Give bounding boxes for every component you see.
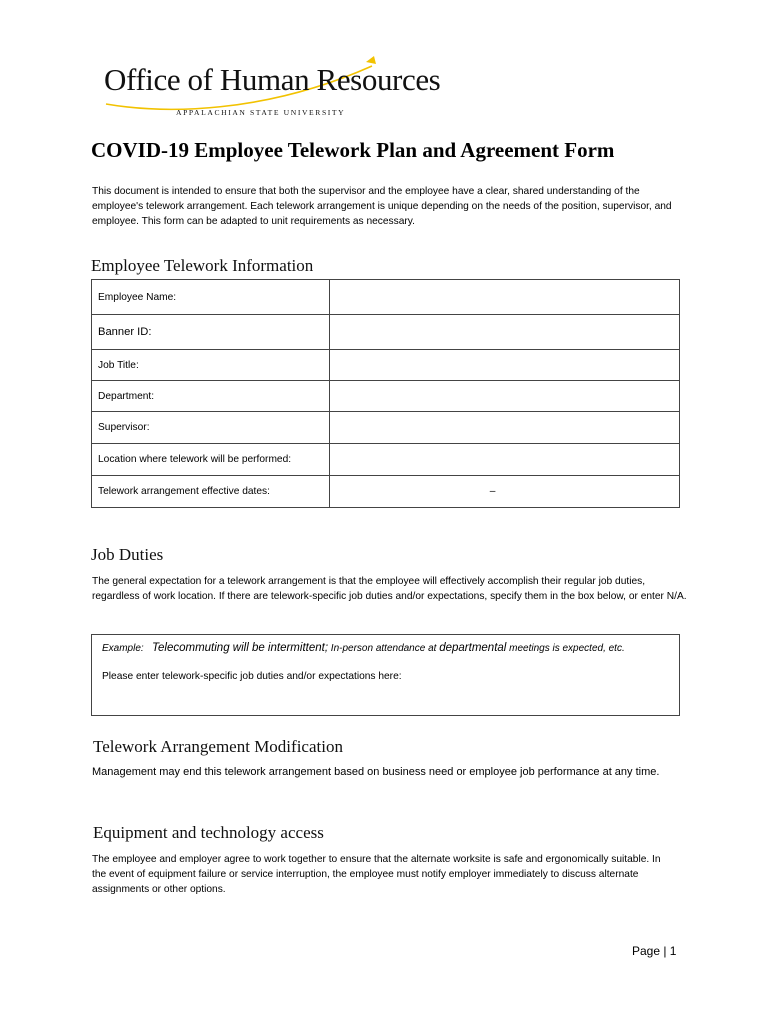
job-title-field[interactable]	[330, 350, 680, 381]
table-row	[92, 350, 680, 381]
row-label: Employee Name:	[92, 280, 330, 315]
banner-id-field[interactable]	[330, 315, 680, 350]
department-field[interactable]	[330, 381, 680, 412]
table-row	[92, 280, 680, 315]
row-label: Location where telework will be performed:	[92, 444, 330, 476]
telework-location-field[interactable]	[330, 444, 680, 476]
equipment-paragraph: The employee and employer agree to work together to ensure that the alternate worksite is safe and ergonomically suitable. In the event of equipment failure or service interruption, the employee must notify employer immediately to discuss alternate assignments or other options.	[92, 854, 661, 895]
row-label: Telework arrangement effective dates:	[92, 476, 330, 508]
telework-info-table	[91, 279, 680, 508]
section-heading-job-duties: Job Duties	[91, 545, 164, 564]
table-row	[92, 444, 680, 476]
example-part: In-person attendance at	[330, 643, 437, 654]
intro-paragraph: This document is intended to ensure that both the supervisor and the employee have a clear, shared understanding of the employee's telework arrangement. Each telework arrangement is unique depending on the needs of the position, supervisor, and employee. This form can be adapted to unit requirements as necessary.	[92, 186, 672, 227]
row-label: Department:	[92, 381, 330, 412]
job-duties-entry-box[interactable]	[91, 634, 680, 716]
row-label: Banner ID:	[92, 315, 330, 350]
section-heading-modification: Telework Arrangement Modification	[93, 737, 343, 756]
supervisor-field[interactable]	[330, 412, 680, 444]
effective-dates-field[interactable]: –	[330, 476, 680, 508]
table-row	[92, 476, 680, 508]
example-part: Telecommuting will be intermittent;	[152, 642, 329, 654]
employee-name-field[interactable]	[330, 280, 680, 315]
section-heading-equipment: Equipment and technology access	[93, 823, 324, 842]
example-text	[102, 642, 625, 654]
job-duties-prompt: Please enter telework-specific job duties and/or expectations here:	[102, 671, 402, 682]
table-row	[92, 412, 680, 444]
section-heading-telework-info: Employee Telework Information	[91, 256, 314, 275]
row-label: Job Title:	[92, 350, 330, 381]
table-row	[92, 315, 680, 350]
table-row	[92, 381, 680, 412]
example-label: Example:	[102, 643, 144, 654]
row-label: Supervisor:	[92, 412, 330, 444]
page-number: Page | 1	[632, 944, 677, 958]
logo-title: Office of Human Resources	[104, 62, 441, 97]
hr-logo	[104, 54, 441, 118]
example-part: departmental	[439, 642, 507, 654]
document-title: COVID-19 Employee Telework Plan and Agreement Form	[91, 138, 615, 162]
logo-subtitle: APPALACHIAN STATE UNIVERSITY	[176, 108, 346, 117]
job-duties-paragraph: The general expectation for a telework arrangement is that the employee will effectively accomplish their regular job duties, regardless of work location. If there are telework-specific job duties and/or expectations, specify them in the box below, or enter N/A.	[92, 576, 687, 602]
modification-paragraph: Management may end this telework arrangement based on business need or employee job performance at any time.	[92, 766, 660, 778]
example-part: meetings is expected, etc.	[509, 643, 625, 654]
